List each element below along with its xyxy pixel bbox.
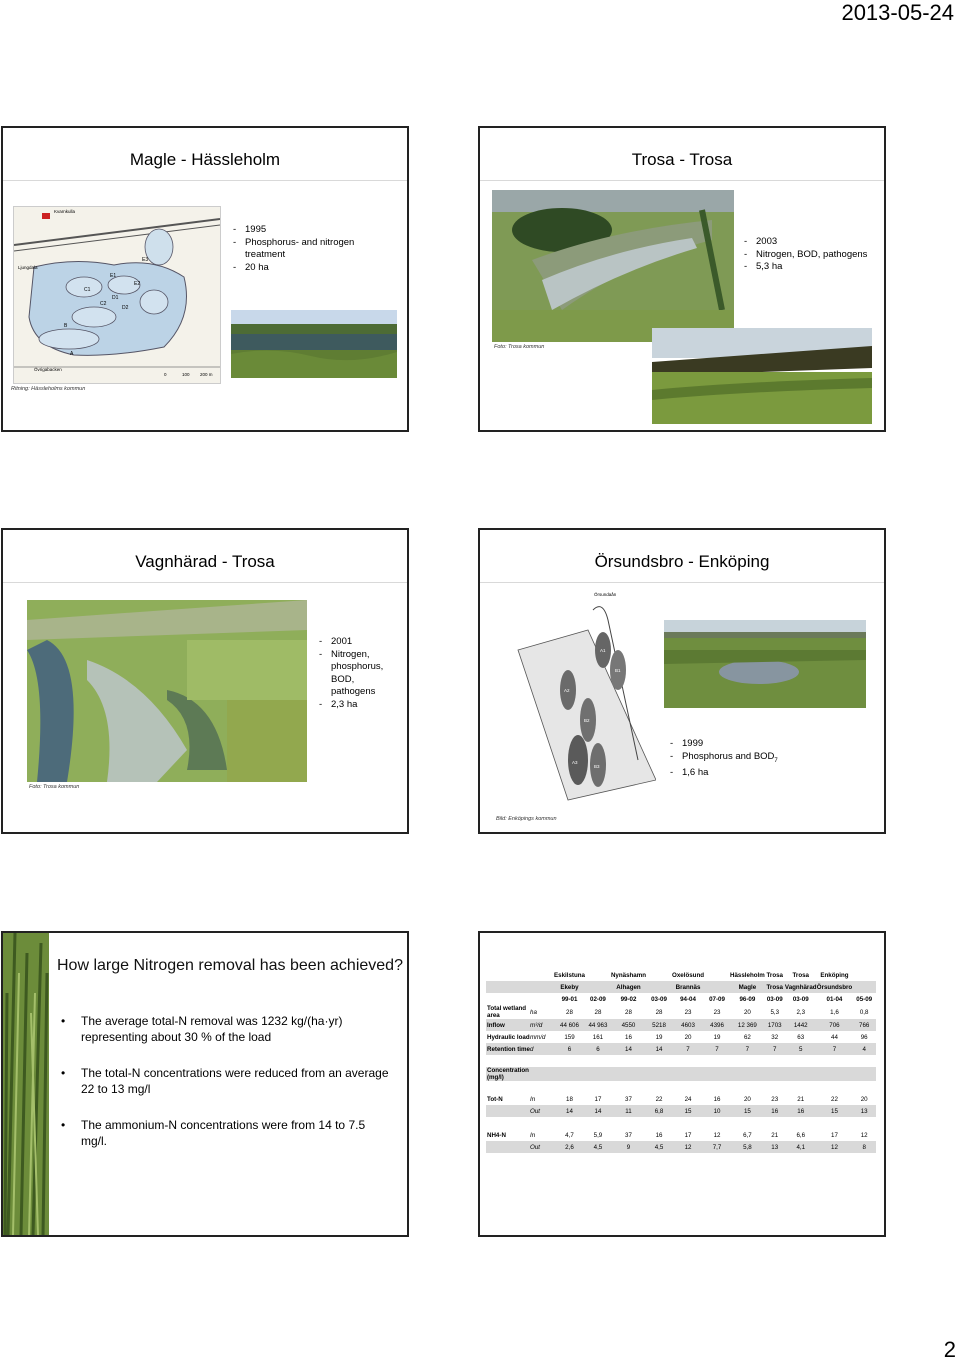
wetland-map-drawing: [13, 206, 221, 384]
row-unit: [530, 1067, 554, 1081]
table-cell: 37: [625, 1095, 632, 1103]
table-cell: 12 369: [730, 1019, 765, 1031]
table-cell: 16: [713, 1095, 721, 1103]
map-label: B3: [594, 764, 600, 769]
scale-label: 200 m: [200, 372, 213, 377]
table-row: [486, 1117, 876, 1129]
table-cell: 7: [817, 1043, 852, 1055]
map-label: Övrigabacken: [34, 367, 62, 372]
table-cell: 62: [743, 1033, 751, 1041]
table-header-cell: 99-01: [561, 995, 578, 1003]
table-header-cell: [530, 969, 554, 981]
table-cell: 20: [743, 1008, 751, 1016]
table-header-cell: Ekeby: [554, 981, 585, 993]
table-cell: [817, 1067, 852, 1081]
table-cell: 7,7: [704, 1141, 730, 1153]
table-cell: 19: [713, 1033, 721, 1041]
table-cell: 159: [564, 1033, 575, 1041]
map-label: B: [64, 323, 68, 329]
table-cell: 37: [625, 1131, 632, 1139]
table-cell: 11: [611, 1105, 646, 1117]
table-cell: 14: [646, 1043, 672, 1055]
slide-magle-hassleholm: [1, 126, 409, 432]
table-cell: 7: [765, 1043, 785, 1055]
row-label: Retention time: [486, 1043, 530, 1055]
table-cell: 19: [655, 1033, 663, 1041]
row-unit: d: [530, 1043, 554, 1055]
table-row: [486, 1067, 876, 1081]
table-cell: [646, 1055, 672, 1067]
map-label: Örsundaån: [594, 592, 617, 597]
table-cell: 13: [765, 1141, 785, 1153]
table-cell: 20: [860, 1095, 868, 1103]
map-label: E3: [142, 257, 149, 263]
table-header-cell: 96-09: [739, 995, 756, 1003]
title-divider: [3, 180, 407, 181]
table-row: [486, 1043, 876, 1055]
table-cell: 5,9: [593, 1131, 603, 1139]
table-cell: 0,8: [859, 1008, 869, 1016]
table-cell: [765, 1055, 785, 1067]
table-header-cell: Eskilstuna: [554, 971, 585, 979]
map-label: E2: [134, 281, 141, 287]
table-cell: [554, 1055, 585, 1067]
table-header-cell: Örsundsbro: [817, 981, 852, 993]
table-cell: 44 606: [554, 1019, 585, 1031]
table-cell: 4,5: [585, 1141, 611, 1153]
title-divider: [480, 180, 884, 181]
table-cell: 5,8: [730, 1141, 765, 1153]
table-cell: 28: [625, 1008, 632, 1016]
table-cell: [585, 1055, 611, 1067]
bullet-list: [61, 1013, 391, 1169]
table-cell: 6: [585, 1043, 611, 1055]
table-cell: 4: [852, 1043, 876, 1055]
map-label: B2: [584, 718, 590, 723]
table-header-cell: [646, 969, 672, 981]
table-cell: 63: [797, 1033, 805, 1041]
slide-title: Örsundsbro - Enköping: [594, 552, 770, 571]
row-label: [486, 1117, 530, 1129]
table-cell: [765, 1117, 785, 1129]
table-cell: [704, 1117, 730, 1129]
title-divider: [3, 582, 407, 583]
table-row: [486, 1005, 876, 1019]
bullet-list: [744, 236, 874, 274]
table-cell: 6,8: [646, 1105, 672, 1117]
table-cell: 17: [594, 1095, 602, 1103]
table-cell: 17: [831, 1131, 838, 1139]
table-header-cell: [486, 969, 530, 981]
table-cell: 5: [785, 1043, 817, 1055]
row-unit: ha: [530, 1008, 537, 1016]
bullet-area: - 5,3 ha: [744, 261, 874, 274]
map-label: Ljungdala: [18, 265, 38, 270]
row-label: Hydraulic load: [487, 1033, 530, 1041]
image-credit: Bild: Enköpings kommun: [496, 816, 557, 822]
row-label: [486, 1081, 530, 1093]
table-header-row: [486, 969, 876, 981]
bullet-treatment: - Nitrogen, BOD, pathogens: [744, 249, 874, 262]
table-header-cell: Oxelösund: [672, 971, 705, 979]
table-cell: 14: [554, 1105, 585, 1117]
table-cell: [554, 1117, 585, 1129]
table-header-row: [486, 993, 876, 1005]
table-cell: 6,6: [796, 1131, 806, 1139]
slide-data-table: [478, 931, 886, 1237]
table-header-cell: Enköping: [820, 971, 849, 979]
table-cell: 22: [655, 1095, 663, 1103]
slide-title: How large Nitrogen removal has been achieved?: [57, 957, 403, 974]
table-cell: [817, 1055, 852, 1067]
table-cell: 4396: [704, 1019, 730, 1031]
bullet-treatment: - Phosphorus- and nitrogen treatment: [233, 237, 393, 262]
image-credit: Foto: Trosa kommun: [29, 784, 80, 790]
table-header-cell: Brannäs: [672, 981, 704, 993]
table-cell: 32: [771, 1033, 779, 1041]
table-cell: [852, 1117, 876, 1129]
table-cell: 20: [743, 1095, 751, 1103]
table-cell: 12: [672, 1141, 704, 1153]
table-cell: 4,1: [785, 1141, 817, 1153]
bullet-concentration: • The total-N concentrations were reduced from an average 22 to 13 mg/l: [81, 1065, 391, 1097]
row-label: Inflow: [486, 1019, 530, 1031]
table-cell: 24: [684, 1095, 692, 1103]
table-header-cell: Magle: [730, 981, 765, 993]
slide-title: Trosa - Trosa: [631, 150, 733, 169]
table-header-cell: [585, 969, 611, 981]
table-cell: 4550: [611, 1019, 646, 1031]
wetland-photo: [652, 328, 872, 424]
table-cell: [785, 1067, 817, 1081]
bullet-year: - 2001: [319, 636, 399, 649]
table-cell: 2,3: [796, 1008, 806, 1016]
table-cell: 14: [585, 1105, 611, 1117]
table-header-cell: Trosa: [766, 971, 783, 979]
table-cell: 12: [713, 1131, 721, 1139]
table-row: [486, 1031, 876, 1043]
table-header-cell: 03-09: [792, 995, 809, 1003]
table-cell: 7: [672, 1043, 704, 1055]
table-cell: 22: [831, 1095, 838, 1103]
table-cell: [554, 1081, 585, 1093]
table-row: [486, 1055, 876, 1067]
image-credit: Ritning: Hässleholms kommun: [11, 386, 86, 392]
table-header-cell: 05-09: [856, 995, 873, 1003]
table-header-cell: 07-09: [709, 995, 725, 1003]
row-unit: m³/d: [530, 1019, 554, 1031]
row-label: Concentration (mg/l): [487, 1067, 529, 1081]
row-label: Tot-N: [487, 1095, 503, 1103]
table-row: [486, 1081, 876, 1093]
table-cell: 4603: [672, 1019, 704, 1031]
table-cell: 766: [852, 1019, 876, 1031]
table-cell: 21: [771, 1131, 779, 1139]
table-row: [486, 1141, 876, 1153]
table-cell: [646, 1081, 672, 1093]
row-label: [486, 1055, 530, 1067]
bullet-ammonium: • The ammonium-N concentrations were from 14 to 7.5 mg/l.: [81, 1117, 391, 1149]
table-cell: 28: [655, 1008, 663, 1016]
bullet-list: [233, 224, 393, 274]
bullet-list: [670, 738, 870, 779]
table-header-row: [486, 981, 876, 993]
table-cell: 6,7: [743, 1131, 752, 1139]
table-cell: [646, 1067, 672, 1081]
table-cell: 23: [771, 1095, 779, 1103]
table-cell: [852, 1081, 876, 1093]
wetland-plan-drawing: [508, 590, 656, 810]
row-label: [486, 1105, 530, 1117]
slide-title: Vagnhärad - Trosa: [135, 552, 275, 571]
table-cell: 23: [713, 1008, 721, 1016]
table-cell: [585, 1067, 611, 1081]
table-header-cell: 94-04: [680, 995, 696, 1003]
table-cell: 5,3: [770, 1008, 780, 1016]
title-divider: [480, 582, 884, 583]
table-cell: 16: [765, 1105, 785, 1117]
map-label: A2: [564, 688, 570, 693]
table-cell: [785, 1117, 817, 1129]
row-unit: [530, 1081, 554, 1093]
bullet-treatment: - Phosphorus and $BOD_7$: [670, 751, 870, 767]
row-unit: [530, 1055, 554, 1067]
table-header-cell: [530, 981, 554, 993]
map-label: D1: [112, 295, 119, 301]
table-cell: 15: [672, 1105, 704, 1117]
slide-trosa-trosa: [478, 126, 886, 432]
row-unit: mm/d: [530, 1033, 546, 1041]
slide-vagnharad-trosa: [1, 528, 409, 834]
table-header-cell: [486, 981, 530, 993]
table-cell: 1703: [765, 1019, 785, 1031]
image-credit: Foto: Trosa kommun: [494, 344, 545, 350]
table-cell: 4,7: [565, 1131, 574, 1139]
table-header-cell: [852, 969, 876, 981]
table-cell: [611, 1055, 646, 1067]
table-cell: 28: [566, 1008, 573, 1016]
table-cell: [817, 1081, 852, 1093]
wetland-data-table: [486, 969, 876, 1153]
bullet-area: - 2,3 ha: [319, 699, 399, 712]
table-cell: 21: [797, 1095, 805, 1103]
map-label: A1: [600, 648, 606, 653]
table-cell: 1442: [785, 1019, 817, 1031]
table-cell: 12: [817, 1141, 852, 1153]
aerial-photo: [492, 190, 734, 342]
table-row: [486, 1093, 876, 1105]
table-cell: [704, 1081, 730, 1093]
bullet-area: - 20 ha: [233, 262, 393, 275]
table-cell: 2,6: [554, 1141, 585, 1153]
table-cell: [672, 1081, 704, 1093]
table-cell: [611, 1081, 646, 1093]
table-cell: 8: [852, 1141, 876, 1153]
table-cell: [730, 1067, 765, 1081]
wetland-photo: [231, 310, 397, 378]
table-cell: [554, 1067, 585, 1081]
table-header-cell: [585, 981, 611, 993]
bullet-list: [319, 636, 399, 711]
row-label: [486, 1141, 530, 1153]
map-label: A3: [572, 760, 578, 765]
row-unit: In: [530, 1095, 536, 1103]
table-cell: 15: [817, 1105, 852, 1117]
map-label: C1: [84, 287, 91, 293]
table-cell: [852, 1055, 876, 1067]
table-header-cell: [704, 969, 730, 981]
document-date: 2013-05-24: [841, 0, 954, 25]
table-cell: 23: [684, 1008, 692, 1016]
table-cell: 10: [704, 1105, 730, 1117]
table-cell: 20: [684, 1033, 692, 1041]
table-cell: 161: [592, 1033, 604, 1041]
table-cell: 16: [785, 1105, 817, 1117]
table-cell: 7: [730, 1043, 765, 1055]
aerial-photo: [27, 600, 307, 782]
table-header-cell: Trosa: [765, 981, 785, 993]
table-header-cell: 01-04: [826, 995, 843, 1003]
slide-nitrogen-removal: [1, 931, 409, 1237]
table-cell: [730, 1117, 765, 1129]
table-cell: 4,5: [646, 1141, 672, 1153]
table-cell: 706: [817, 1019, 852, 1031]
table-header-cell: Trosa: [792, 971, 809, 979]
row-unit: [530, 1117, 554, 1129]
table-cell: 17: [684, 1131, 692, 1139]
table-cell: 16: [655, 1131, 663, 1139]
slide-title: Magle - Hässleholm: [129, 150, 281, 169]
table-cell: [646, 1117, 672, 1129]
bullet-area: - 1,6 ha: [670, 767, 870, 780]
scale-label: 0: [164, 372, 167, 377]
row-label: NH4-N: [487, 1131, 506, 1139]
table-cell: [765, 1081, 785, 1093]
table-cell: 13: [852, 1105, 876, 1117]
map-label: B1: [615, 668, 621, 673]
table-header-cell: Nynäshamn: [610, 971, 647, 979]
table-header-cell: Hässleholm: [730, 971, 765, 979]
table-row: [486, 1019, 876, 1031]
table-cell: [611, 1117, 646, 1129]
table-cell: [672, 1055, 704, 1067]
table-cell: 28: [594, 1008, 602, 1016]
reed-photo-strip: [3, 933, 49, 1235]
bullet-year: - 1995: [233, 224, 393, 237]
row-label: Total wetland area: [487, 1005, 527, 1019]
table-cell: [765, 1067, 785, 1081]
bullet-year: - 2003: [744, 236, 874, 249]
table-cell: 44 963: [585, 1019, 611, 1031]
table-cell: [611, 1067, 646, 1081]
bullet-average-removal: • The average total-N removal was 1232 kg/(ha·yr) representing about 30 % of the load: [81, 1013, 391, 1045]
table-row: [486, 1105, 876, 1117]
wetland-photo: [664, 620, 866, 708]
table-cell: 15: [730, 1105, 765, 1117]
table-header-cell: [852, 981, 876, 993]
table-cell: 18: [566, 1095, 573, 1103]
table-header-cell: [704, 981, 730, 993]
table-cell: [852, 1067, 876, 1081]
table-cell: 6: [554, 1043, 585, 1055]
table-cell: 12: [860, 1131, 868, 1139]
map-label: A: [70, 351, 74, 357]
bullet-year: - 1999: [670, 738, 870, 751]
table-header-cell: Vagnhärad: [785, 981, 817, 993]
table-cell: 14: [611, 1043, 646, 1055]
table-cell: [817, 1117, 852, 1129]
table-row: [486, 1129, 876, 1141]
table-cell: [585, 1117, 611, 1129]
table-cell: 1,6: [830, 1008, 839, 1016]
slide-orsundsbro-enkoping: [478, 528, 886, 834]
table-cell: [704, 1067, 730, 1081]
table-cell: [672, 1117, 704, 1129]
table-cell: [585, 1081, 611, 1093]
map-label: Kvarnkulla: [54, 209, 76, 214]
map-label: D2: [122, 305, 129, 311]
page-number: 2: [943, 1337, 956, 1362]
map-label: E1: [110, 273, 117, 279]
table-cell: 44: [831, 1033, 838, 1041]
bullet-treatment: - Nitrogen, phosphorus, BOD, pathogens: [319, 649, 399, 699]
table-header-cell: 99-02: [620, 995, 637, 1003]
table-cell: 7: [704, 1043, 730, 1055]
scale-label: 100: [182, 372, 190, 377]
table-cell: 16: [625, 1033, 632, 1041]
table-header-cell: 03-09: [766, 995, 783, 1003]
table-header-cell: [646, 981, 672, 993]
table-header-cell: 03-09: [651, 995, 667, 1003]
table-cell: [785, 1055, 817, 1067]
table-cell: [785, 1081, 817, 1093]
table-cell: 9: [611, 1141, 646, 1153]
table-header-cell: Alhagen: [611, 981, 646, 993]
table-cell: [730, 1055, 765, 1067]
table-cell: 5218: [646, 1019, 672, 1031]
map-label: C2: [100, 301, 107, 307]
table-cell: [672, 1067, 704, 1081]
table-cell: [730, 1081, 765, 1093]
table-cell: 96: [860, 1033, 868, 1041]
table-header-cell: [530, 993, 554, 1005]
row-unit: In: [530, 1131, 536, 1139]
table-header-cell: 02-09: [590, 995, 606, 1003]
row-unit: Out: [530, 1105, 554, 1117]
table-header-cell: [486, 993, 530, 1005]
row-unit: Out: [530, 1141, 554, 1153]
table-cell: [704, 1055, 730, 1067]
